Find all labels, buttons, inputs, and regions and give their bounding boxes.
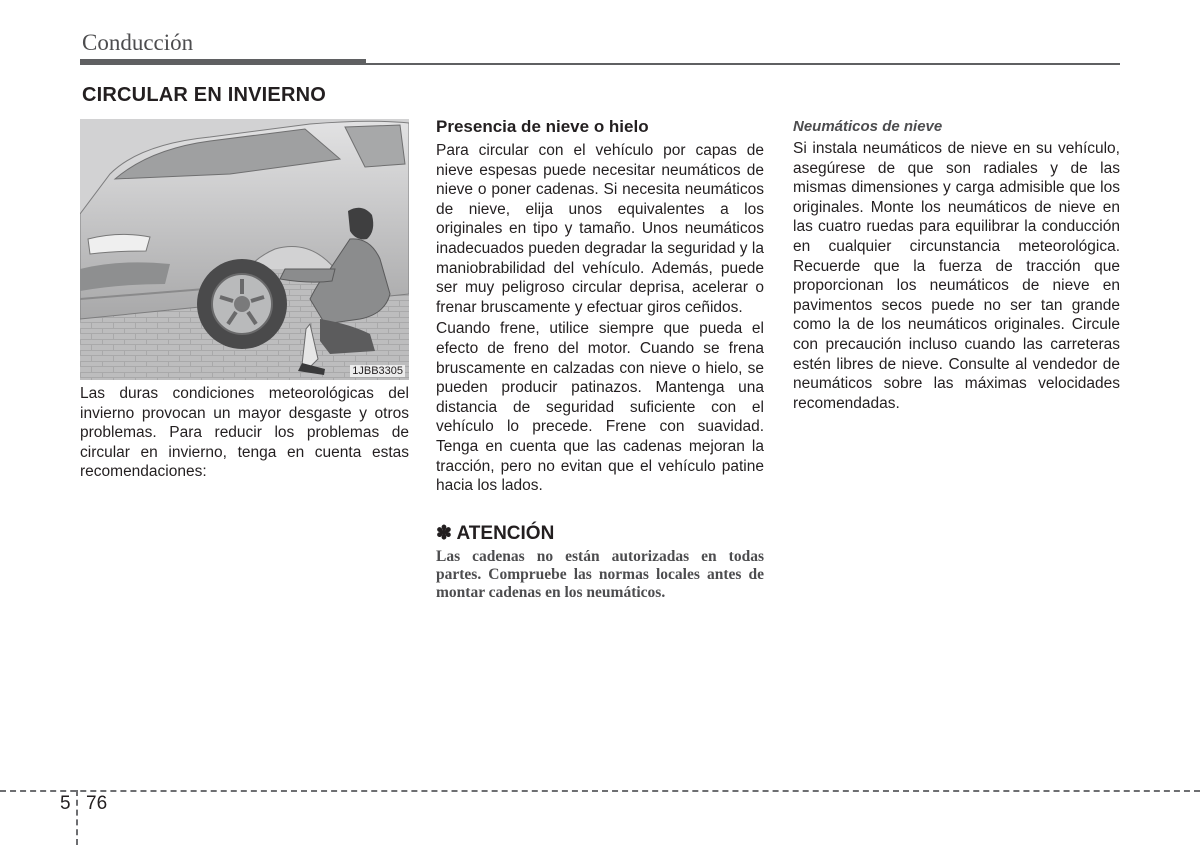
snow-ice-paragraph-2: Cuando frene, utilice siempre que pueda el efecto de freno del motor. Cuando se frena bruscamente en calzadas con nieve o hielo, se pueden producir patinazos. Mantenga una distancia de seguridad suficiente con el vehículo lo precede. Frene con suavidad. Tenga en cuenta que las cadenas mejoran la tracción, pero no evitan que el vehículo patine hacia los lados.	[436, 320, 764, 495]
header-rule-thin	[366, 63, 1120, 65]
header-rule-thick	[80, 59, 366, 65]
page-number: 76	[86, 793, 108, 814]
asterisk-icon: ✽	[436, 522, 452, 544]
attention-text: Las cadenas no están autorizadas en todas partes. Compruebe las normas locales antes de montar cadenas en los neumáticos.	[436, 547, 764, 602]
footer-dashed-rule	[0, 790, 1200, 792]
footer-dashed-divider	[76, 790, 78, 845]
figure-code-label: 1JBB3305	[352, 365, 403, 377]
chapter-header: Conducción	[82, 30, 194, 55]
intro-column	[80, 384, 409, 482]
snow-tires-column	[793, 116, 1120, 413]
snow-ice-paragraph-1: Para circular con el vehículo por capas de nieve espesas puede necesitar neumáticos de nieve o poner cadenas. Si necesita neumáticos de nieve, elija unos equivalentes a los originales en tipo y tamaño. Unos neumáticos inadecuados pueden degradar la seguridad y la maniobrabilidad del vehículo. Además, puede ser muy peligroso circular deprisa, acelerar o frenar bruscamente y efectuar giros ceñidos.	[436, 142, 764, 316]
snow-ice-column	[436, 116, 764, 603]
snow-tires-heading: Neumáticos de nieve	[793, 118, 943, 135]
car-illustration	[80, 119, 409, 380]
attention-heading	[436, 522, 764, 546]
snow-ice-heading: Presencia de nieve o hielo	[436, 117, 649, 136]
attention-title: ATENCIÓN	[456, 522, 555, 544]
section-title: CIRCULAR EN INVIERNO	[82, 84, 327, 106]
chapter-number: 5	[60, 793, 71, 814]
snow-tires-paragraph: Si instala neumáticos de nieve en su vehículo, asegúrese de que son radiales y de las mismas dimensiones y carga admisible que los originales. Monte los neumáticos de nieve en las cuatro ruedas para equilibrar la conducción en cualquier circunstancia meteorológica. Recuerde que la fuerza de tracción que proporcionan los neumáticos de nieve en pavimentos secos puede no ser tan grande como la de los neumáticos originales. Circule con precaución incluso cuando las carreteras estén libres de nieve. Consulte al vendedor de neumáticos sobre las máximas velocidades recomendadas.	[793, 140, 1120, 412]
car-with-woman-chaining-tire-image	[80, 119, 409, 380]
intro-paragraph: Las duras condiciones meteorológicas del invierno provocan un mayor desgaste y otros problemas. Para reducir los problemas de circular en invierno, tenga en cuenta estas recomendaciones:	[80, 385, 409, 481]
